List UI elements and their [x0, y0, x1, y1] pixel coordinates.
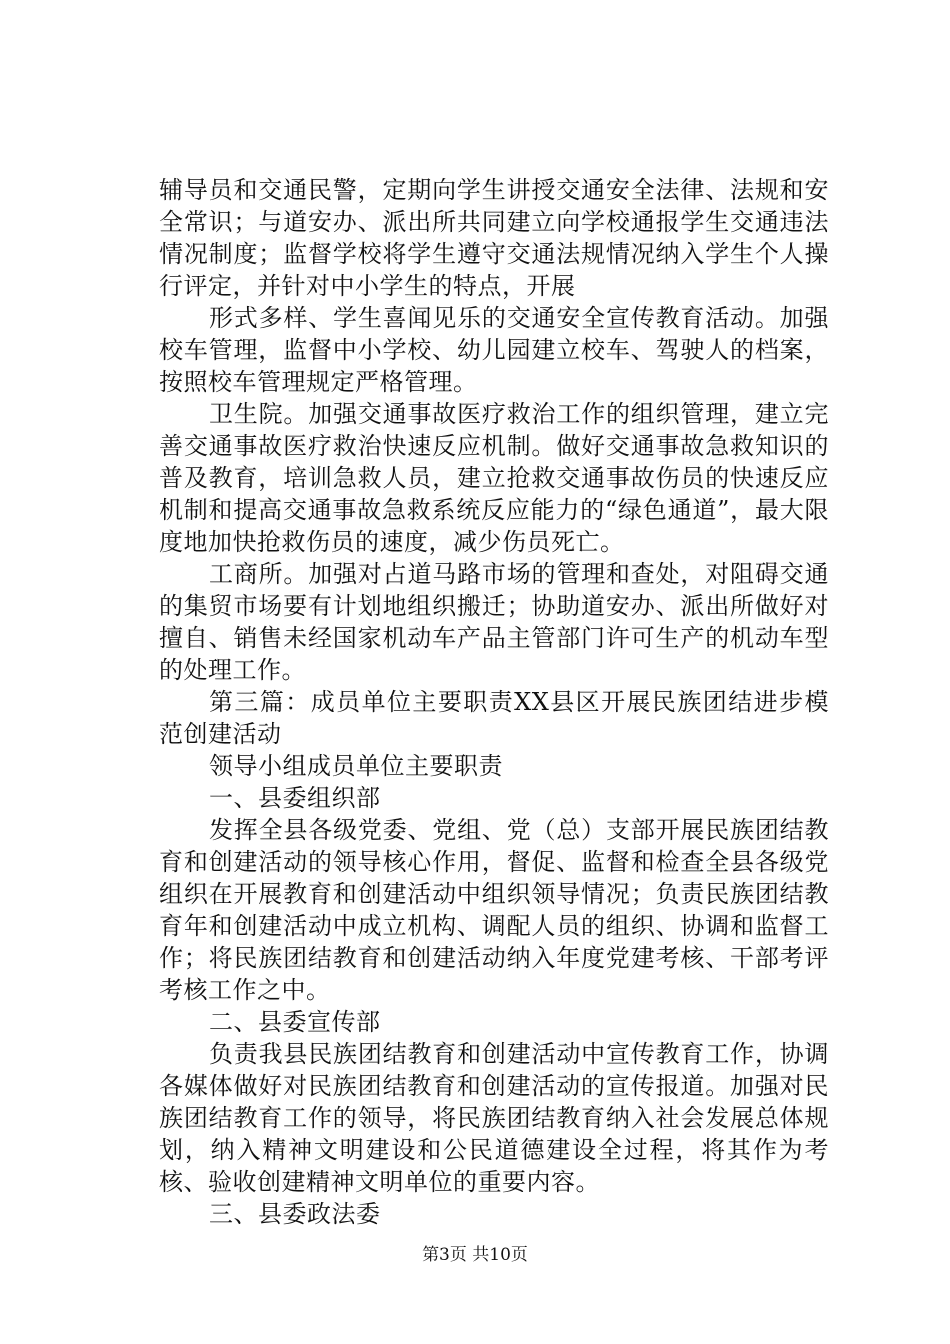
paragraph-safety-education: 形式多样、学生喜闻见乐的交通安全宣传教育活动。加强校车管理，监督中小学校、幼儿园建立校车、驾驶人的档案，按照校车管理规定严格管理。 [159, 304, 829, 396]
heading-political-legal-committee: 三、县委政法委 [209, 1200, 381, 1228]
section-heading-part-three: 第三篇：成员单位主要职责XX县区开展民族团结进步模范创建活动 [159, 688, 829, 748]
paragraph-organization-dept: 发挥全县各级党委、党组、党（总）支部开展民族团结教育和创建活动的领导核心作用，督促、监督和检查全县各级党组织在开展教育和创建活动中组织领导情况；负责民族团结教育年和创建活动中成立机构、调配人员的组织、协调和监督工作；将民族团结教育和创建活动纳入年度党建考核、干部考评考核工作之中。 [159, 816, 829, 1004]
paragraph-commerce-office: 工商所。加强对占道马路市场的管理和查处，对阻碍交通的集贸市场要有计划地组织搬迁；协助道安办、派出所做好对擅自、销售未经国家机动车产品主管部门许可生产的机动车型的处理工作。 [159, 560, 829, 684]
subheading-leadership-duties: 领导小组成员单位主要职责 [209, 752, 503, 780]
heading-organization-dept: 一、县委组织部 [209, 784, 381, 812]
paragraph-continuation: 辅导员和交通民警，定期向学生讲授交通安全法律、法规和安全常识；与道安办、派出所共同建立向学校通报学生交通违法情况制度；监督学校将学生遵守交通法规情况纳入学生个人操行评定，并针对中小学生的特点，开展 [159, 176, 829, 300]
page-number-footer: 第3页 共10页 [422, 1245, 528, 1265]
heading-propaganda-dept: 二、县委宣传部 [209, 1008, 381, 1036]
paragraph-propaganda-dept: 负责我县民族团结教育和创建活动中宣传教育工作，协调各媒体做好对民族团结教育和创建活动的宣传报道。加强对民族团结教育工作的领导，将民族团结教育纳入社会发展总体规划，纳入精神文明建设和公民道德建设全过程，将其作为考核、验收创建精神文明单位的重要内容。 [159, 1040, 829, 1196]
document-body [159, 174, 829, 1230]
paragraph-health-center: 卫生院。加强交通事故医疗救治工作的组织管理，建立完善交通事故医疗救治快速反应机制。做好交通事故急救知识的普及教育，培训急救人员，建立抢救交通事故伤员的快速反应机制和提高交通事故急救系统反应能力的“绿色通道”，最大限度地加快抢救伤员的速度，减少伤员死亡。 [159, 400, 829, 556]
